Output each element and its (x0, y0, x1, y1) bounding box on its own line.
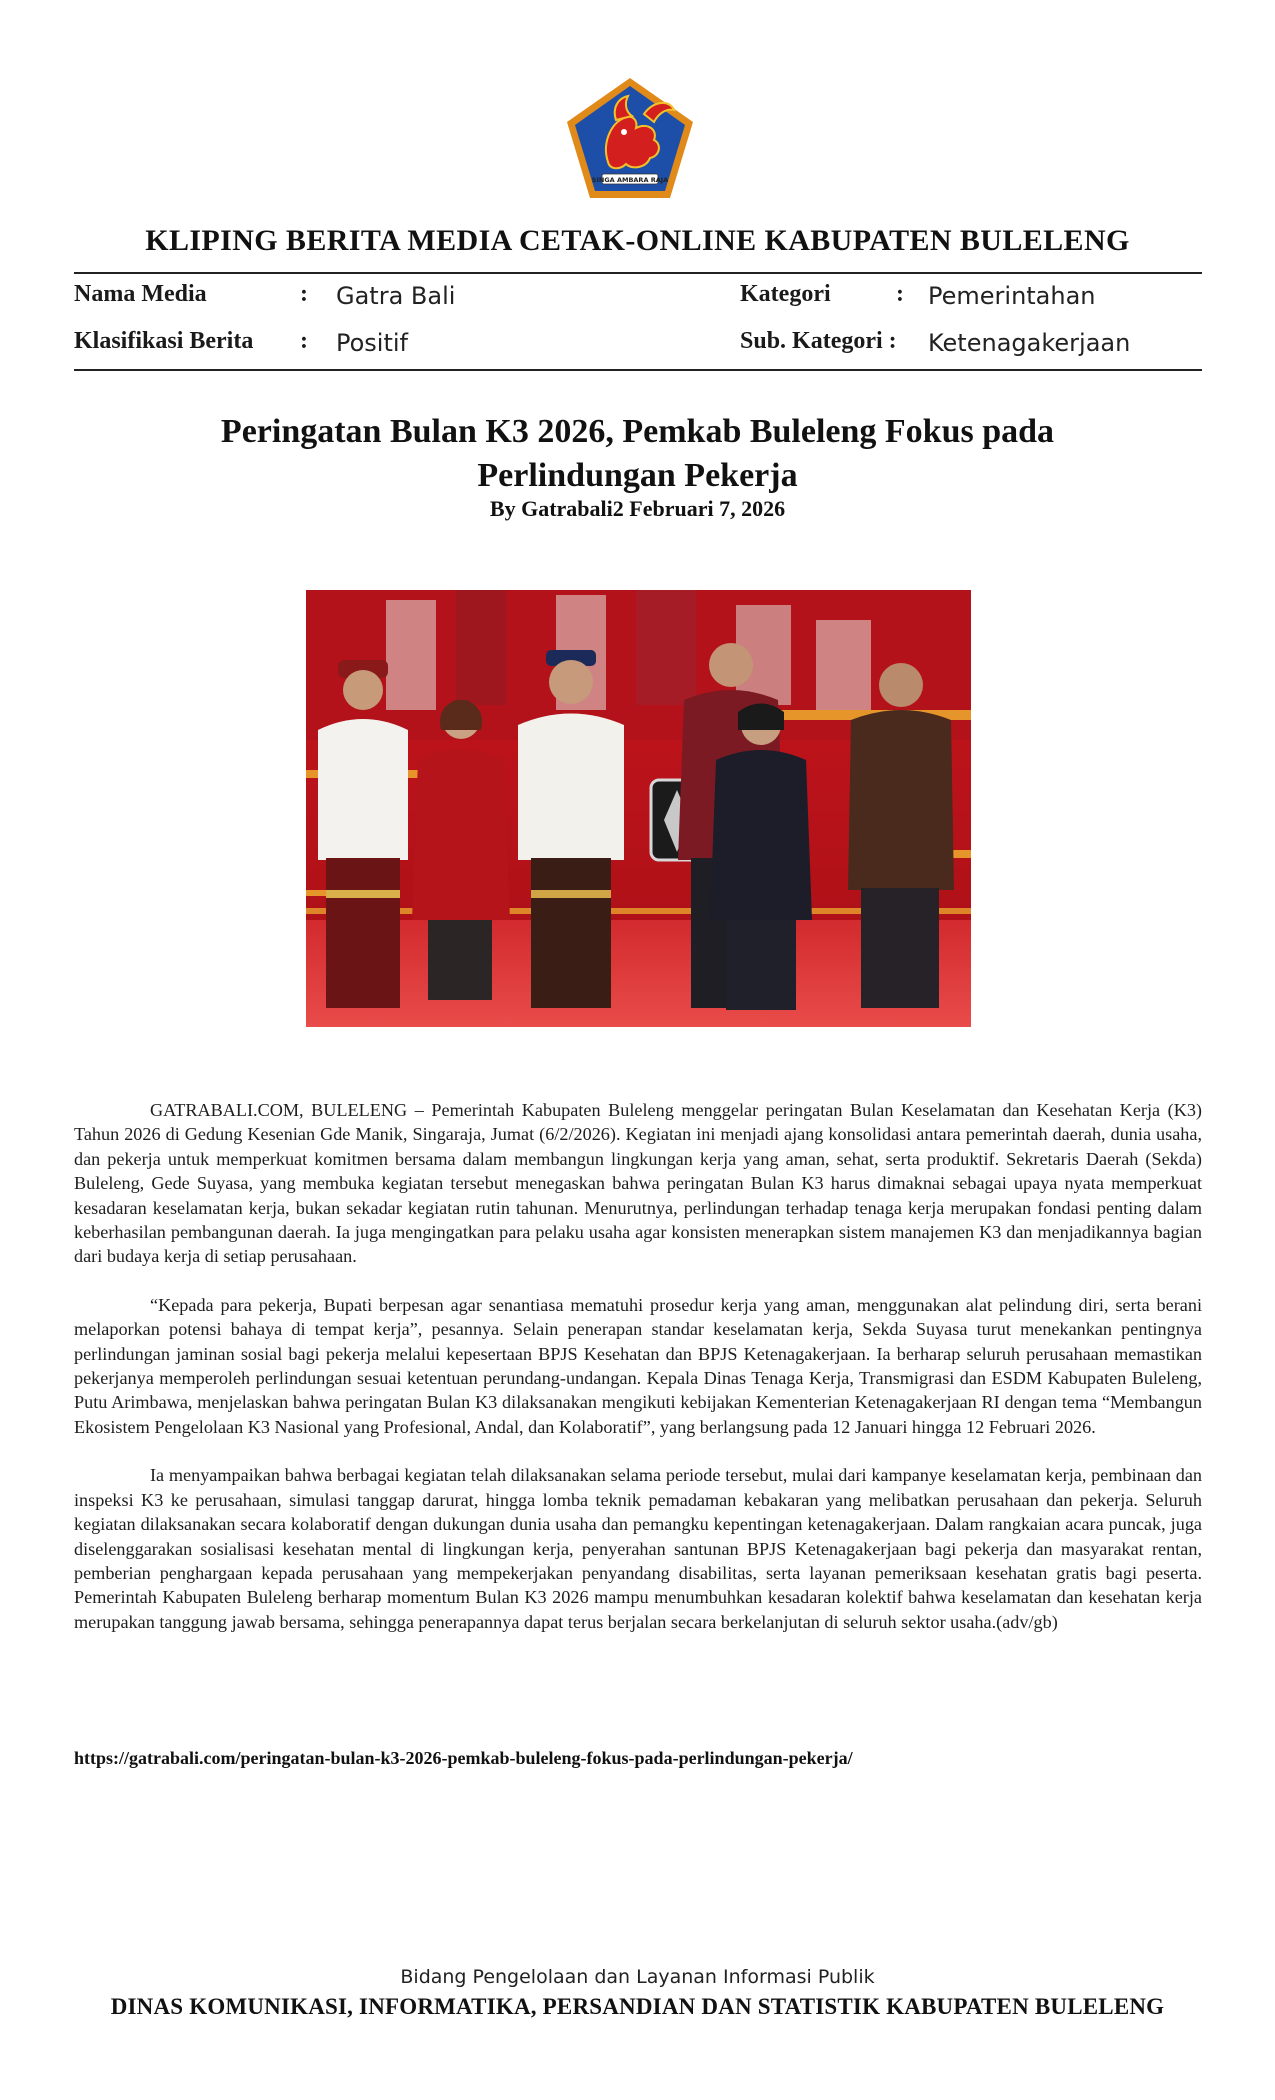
article-paragraph-3: Ia menyampaikan bahwa berbagai kegiatan telah dilaksanakan selama periode tersebut, mulai dari kampanye keselamatan kerja, pembinaan dan inspeksi K3 ke perusahaan, simulasi tanggap darurat, hingga lomba teknik pemadaman kebakaran yang melibatkan perusahaan dan pekerja. Seluruh kegiatan dilaksanakan secara kolaboratif dengan dukungan dunia usaha dan pemangku kepentingan ketenagakerjaan. Dalam rangkaian acara puncak, juga diselenggarakan sosialisasi kesehatan mental di lingkungan kerja, penyerahan santunan BPJS Ketenagakerjaan bagi pekerja dan masyarakat rentan, pemberian penghargaan kepada perusahaan yang mempekerjakan penyandang disabilitas, serta layanan pemeriksaan kesehatan gratis bagi peserta. Pemerintah Kabupaten Buleleng berharap momentum Bulan K3 2026 mampu menumbuhkan kesadaran kolektif bahwa keselamatan dan kesehatan kerja merupakan tanggung jawab bersama, sehingga penerapannya dapat terus berjalan secara berkelanjutan di seluruh sektor usaha.(adv/gb) (74, 1465, 1202, 1632)
article-byline: By Gatrabali2 Februari 7, 2026 (489, 496, 786, 521)
article-headline (120, 410, 1155, 498)
klasifikasi-colon: : (300, 328, 308, 354)
klasifikasi-value: Positif (336, 329, 408, 357)
source-url-link[interactable]: https://gatrabali.com/peringatan-bulan-k3-2026-pemkab-buleleng-fokus-pada-perlindungan-pekerja/ (74, 1748, 853, 1768)
kategori-label: Kategori (740, 281, 831, 307)
kategori-colon: : (896, 281, 904, 307)
klasifikasi-label: Klasifikasi Berita (74, 328, 254, 354)
footer-subtitle: Bidang Pengelolaan dan Layanan Informasi Publik (400, 1966, 875, 1988)
article-paragraph-2: “Kepada para pekerja, Bupati berpesan agar senantiasa mematuhi prosedur kerja yang aman, menggunakan alat pelindung diri, serta berani melaporkan potensi bahaya di tempat kerja”, pesannya. Selain penerapan standar keselamatan kerja, Sekda Suyasa turut menekankan pentingnya perlindungan jaminan sosial bagi pekerja melalui kepesertaan BPJS Kesehatan dan BPJS Ketenagakerjaan. Ia berharap seluruh perusahaan memastikan pekerjanya memperoleh perlindungan sesuai ketentuan perundang-undangan. Kepala Dinas Tenaga Kerja, Transmigrasi dan ESDM Kabupaten Buleleng, Putu Arimbawa, menjelaskan bahwa peringatan Bulan K3 dilaksanakan mengikuti kebijakan Kementerian Ketenagakerjaan RI dengan tema “Membangun Ekosistem Pengelolaan K3 Nasional yang Profesional, Andal, dan Kolaboratif”, yang berlangsung pada 12 Januari hingga 12 Februari 2026. (74, 1294, 1202, 1437)
header-divider-bottom (74, 369, 1202, 371)
header-divider-top (74, 272, 1202, 274)
footer-agency: DINAS KOMUNIKASI, INFORMATIKA, PERSANDIAN DAN STATISTIK KABUPATEN BULELENG (110, 1994, 1165, 2019)
award-ceremony-photo (306, 590, 971, 1027)
article-body (74, 1098, 1202, 1658)
nama-media-label: Nama Media (74, 281, 207, 307)
article-paragraph-1: GATRABALI.COM, BULELENG – Pemerintah Kabupaten Buleleng menggelar peringatan Bulan Keselamatan dan Kesehatan Kerja (K3) Tahun 2026 di Gedung Kesenian Gde Manik, Singaraja, Jumat (6/2/2026). Kegiatan ini menjadi ajang konsolidasi antara pemerintah daerah, dunia usaha, dan pekerja untuk memperkuat komitmen bersama dalam membangun lingkungan kerja yang aman, sehat, serta produktif. Sekretaris Daerah (Sekda) Buleleng, Gede Suyasa, yang membuka kegiatan tersebut menegaskan bahwa peringatan Bulan K3 harus dimaknai sebagai upaya nyata memperkuat kesadaran keselamatan kerja, bukan sekadar kegiatan rutin tahunan. Menurutnya, perlindungan terhadap tenaga kerja merupakan fondasi penting dalam keberhasilan pembangunan daerah. Ia juga mengingatkan para pelaku usaha agar konsisten menerapkan sistem manajemen K3 dan menjadikannya bagian dari budaya kerja di setiap perusahaan. (74, 1100, 1202, 1267)
emblem-motto: SINGA AMBARA RAJA (591, 176, 669, 184)
singa-ambara-raja-emblem-icon (562, 74, 698, 202)
document-title: KLIPING BERITA MEDIA CETAK-ONLINE KABUPATEN BULELENG (145, 224, 1130, 257)
nama-media-colon: : (300, 281, 308, 307)
sub-kategori-value: Ketenagakerjaan (928, 329, 1131, 357)
nama-media-value: Gatra Bali (336, 282, 456, 310)
headline-line-1: Peringatan Bulan K3 2026, Pemkab Buleleng Fokus pada (220, 413, 1055, 450)
kategori-value: Pemerintahan (928, 282, 1096, 310)
sub-kategori-label: Sub. Kategori : (740, 328, 897, 354)
headline-line-2: Perlindungan Pekerja (477, 457, 798, 494)
